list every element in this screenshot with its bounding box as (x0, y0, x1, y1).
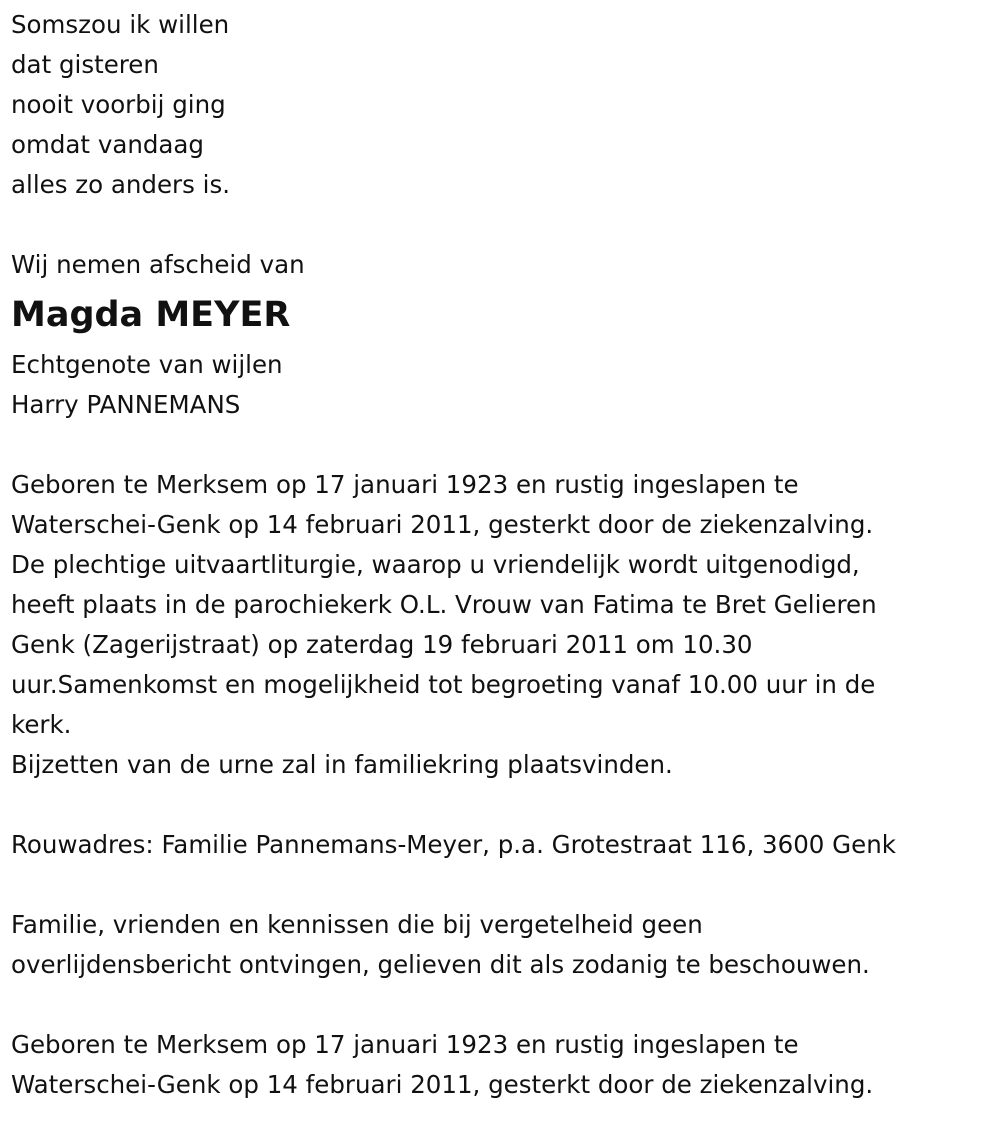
spouse-info (11, 345, 1000, 425)
poem (11, 5, 1000, 205)
deceased-name: Magda MEYER (11, 295, 291, 335)
spacer (11, 205, 1000, 245)
spouse-line: Echtgenote van wijlen (11, 350, 283, 379)
details-line: Genk (Zagerijstraat) op zaterdag 19 februari 2011 om 10.30 (11, 630, 753, 659)
poem-line: alles zo anders is. (11, 170, 231, 199)
spacer (11, 785, 1000, 825)
details-line: heeft plaats in de parochiekerk O.L. Vrouw van Fatima te Bret Gelieren (11, 590, 877, 619)
spacer (11, 425, 1000, 465)
poem-line: Somszou ik willen (11, 10, 230, 39)
repeat-line: Geboren te Merksem op 17 januari 1923 en rustig ingeslapen te (11, 1030, 799, 1059)
details-line: Bijzetten van de urne zal in familiekring plaatsvinden. (11, 750, 673, 779)
details-line: kerk. (11, 710, 72, 739)
details-line: Waterschei-Genk op 14 februari 2011, gesterkt door de ziekenzalving. (11, 510, 874, 539)
mourning-address: Rouwadres: Familie Pannemans-Meyer, p.a. Grotestraat 116, 3600 Genk (11, 830, 896, 859)
spacer (11, 865, 1000, 905)
poem-line: nooit voorbij ging (11, 90, 226, 119)
details-line: De plechtige uitvaartliturgie, waarop u vriendelijk wordt uitgenodigd, (11, 550, 860, 579)
spacer (11, 985, 1000, 1025)
poem-line: dat gisteren (11, 50, 159, 79)
poem-line: omdat vandaag (11, 130, 204, 159)
repeat-line: Waterschei-Genk op 14 februari 2011, gesterkt door de ziekenzalving. (11, 1070, 874, 1099)
details-line: Geboren te Merksem op 17 januari 1923 en rustig ingeslapen te (11, 470, 799, 499)
repeat-paragraph (11, 1025, 1000, 1105)
intro-text: Wij nemen afscheid van (11, 250, 305, 279)
notice-line: overlijdensbericht ontvingen, gelieven dit als zodanig te beschouwen. (11, 950, 870, 979)
notice-line: Familie, vrienden en kennissen die bij vergetelheid geen (11, 910, 703, 939)
details-line: uur.Samenkomst en mogelijkheid tot begroeting vanaf 10.00 uur in de (11, 670, 876, 699)
details-paragraph (11, 465, 1000, 785)
notice-paragraph (11, 905, 1000, 985)
spouse-line: Harry PANNEMANS (11, 390, 241, 419)
